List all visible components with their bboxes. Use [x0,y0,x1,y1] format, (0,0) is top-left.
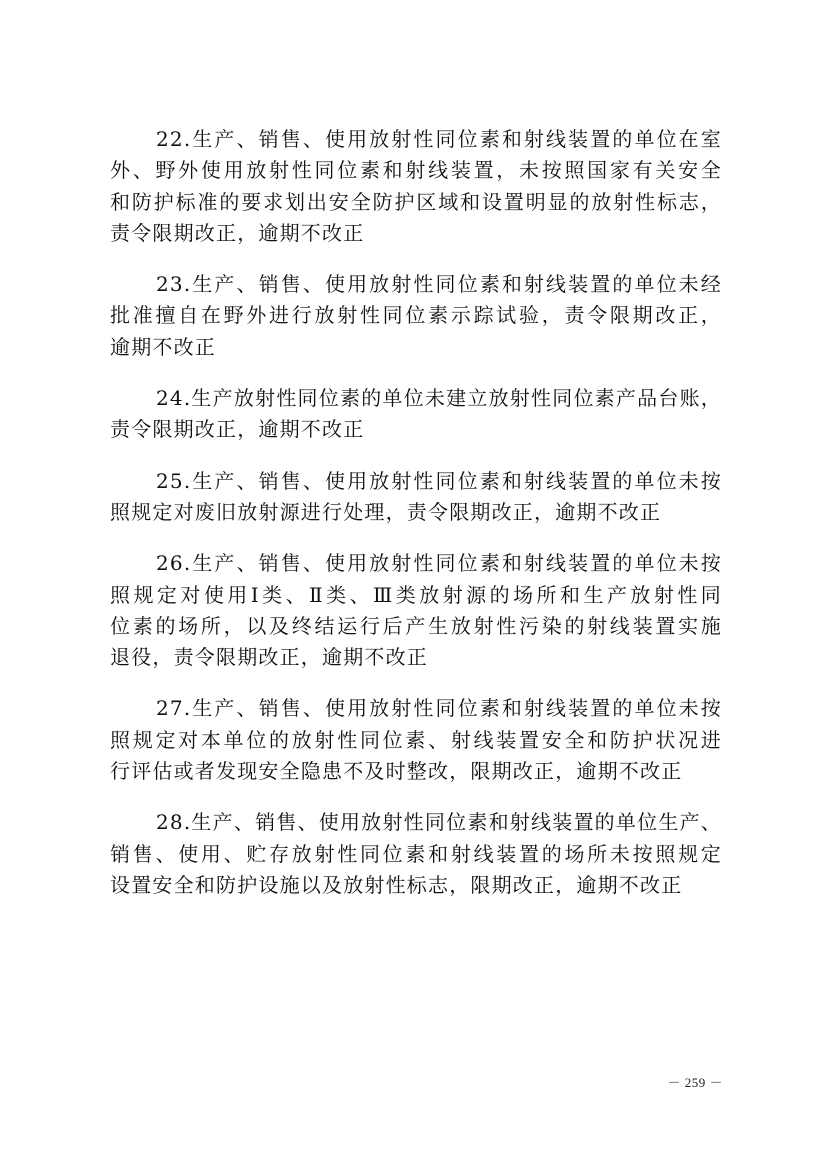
page-number: － 259 － [667,1075,723,1090]
item-line: 27.生产、销售、使用放射性同位素和射线装置的单位未按 [156,696,722,721]
item-line: 26.生产、销售、使用放射性同位素和射线装置的单位未按 [156,551,722,576]
document-body [110,124,722,921]
item-line: 责令限期改正，逾期不改正 [110,220,365,245]
item-line: 责令限期改正，逾期不改正 [110,417,365,442]
item-line: 照规定对废旧放射源进行处理，责令限期改正，逾期不改正 [110,499,662,524]
item-line: 照规定对本单位的放射性同位素、射线装置安全和防护状况进 [110,727,722,752]
item-25 [110,466,722,529]
item-line: 位素的场所，以及终结运行后产生放射性污染的射线装置实施 [110,613,722,638]
item-26 [110,548,722,673]
item-23 [110,269,722,363]
item-line: 23.生产、销售、使用放射性同位素和射线装置的单位未经 [156,272,722,297]
item-line: 照规定对使用Ⅰ类、Ⅱ类、Ⅲ类放射源的场所和生产放射性同 [110,582,722,607]
item-line: 销售、使用、贮存放射性同位素和射线装置的场所未按照规定 [110,841,722,866]
item-line: 22.生产、销售、使用放射性同位素和射线装置的单位在室 [156,127,722,151]
item-27 [110,693,722,787]
item-line: 逾期不改正 [110,334,216,359]
item-22 [110,124,722,249]
item-line: 行评估或者发现安全隐患不及时整改，限期改正，逾期不改正 [110,759,683,784]
item-line: 设置安全和防护设施以及放射性标志，限期改正，逾期不改正 [110,872,683,897]
item-line: 24.生产放射性同位素的单位未建立放射性同位素产品台账， [156,386,722,411]
item-line: 外、野外使用放射性同位素和射线装置，未按照国家有关安全 [110,158,722,183]
item-line: 25.生产、销售、使用放射性同位素和射线装置的单位未按 [156,468,722,493]
item-line: 和防护标准的要求划出安全防护区域和设置明显的放射性标志， [110,189,722,214]
item-line: 批准擅自在野外进行放射性同位素示踪试验，责令限期改正， [110,303,722,328]
item-24 [110,383,722,446]
item-line: 28.生产、销售、使用放射性同位素和射线装置的单位生产、 [156,810,722,835]
item-28 [110,807,722,901]
item-line: 退役，责令限期改正，逾期不改正 [110,645,428,670]
